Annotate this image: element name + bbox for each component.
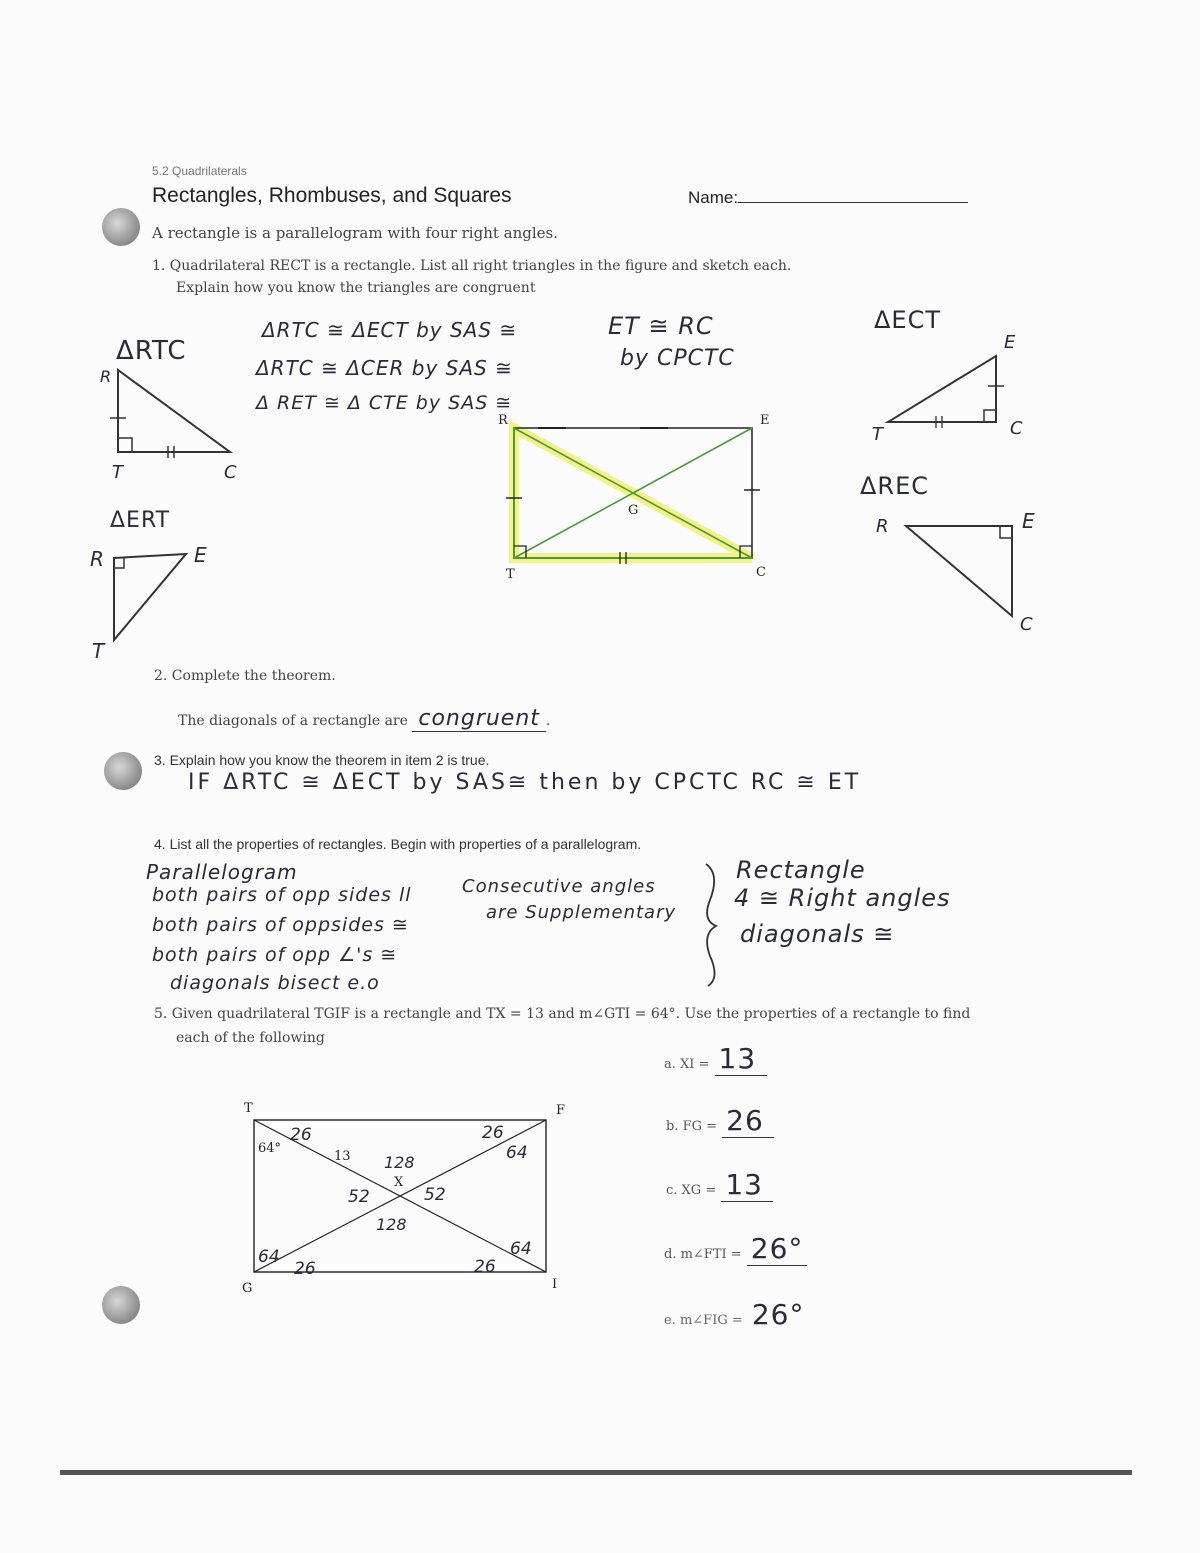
q5-item-b: [666, 1104, 774, 1138]
tgif-h-64-bl: 64: [258, 1247, 280, 1267]
tri-rtc-c: C: [224, 462, 237, 483]
triangle-rtc-path: [118, 370, 230, 452]
tgif-h-26-tr: 26: [482, 1123, 504, 1143]
rectangle-tgif-figure: [230, 1096, 570, 1296]
q1-et-rc: ET ≅ RC: [608, 312, 714, 340]
tgif-h-26-br: 26: [474, 1257, 496, 1277]
q1-answer-2: ΔRTC ≅ ΔCER by SAS ≅: [256, 356, 513, 380]
q2-answer: congruent: [412, 706, 546, 732]
rect-label-c: C: [756, 565, 766, 580]
q4-para-4: diagonals bisect e.o: [170, 972, 380, 994]
tgif-label-f: F: [556, 1103, 566, 1118]
tgif-label-t: T: [244, 1101, 253, 1116]
tri-ect-label: ΔECT: [874, 306, 941, 334]
punch-hole-bottom: [102, 1286, 140, 1324]
tgif-h-128-bottom: 128: [376, 1215, 407, 1234]
q2-stem: [178, 706, 550, 732]
q2-stem-text: The diagonals of a rectangle are: [178, 713, 408, 729]
q4-consec-1: Consecutive angles: [462, 876, 656, 897]
q4-para-1: both pairs of opp sides ll: [152, 884, 412, 906]
tgif-h-26-bl: 26: [294, 1259, 316, 1279]
q5-item-d-answer: 26°: [747, 1232, 808, 1266]
q5-item-b-label: b. FG =: [666, 1119, 718, 1134]
tri-ert-e: E: [194, 543, 207, 567]
q2-prompt: 2. Complete the theorem.: [154, 668, 336, 684]
tri-ect-e: E: [1004, 332, 1016, 353]
triangle-rtc-right-angle: [118, 438, 132, 452]
rect-label-g: G: [628, 503, 639, 518]
q5-item-a-label: a. XI =: [664, 1057, 710, 1072]
triangle-ert-path: [114, 554, 186, 640]
tgif-label-g: G: [242, 1281, 253, 1296]
tgif-seg-13: 13: [334, 1149, 351, 1164]
triangle-ert-sketch: [88, 540, 218, 663]
q4-rectangle-head: Rectangle: [736, 856, 866, 884]
q4-rect-1: 4 ≅ Right angles: [734, 884, 951, 912]
tri-rec-r: R: [876, 516, 889, 537]
tgif-h-64-br: 64: [510, 1239, 532, 1259]
triangle-rec-path: [906, 526, 1012, 616]
q5-prompt-line1: 5. Given quadrilateral TGIF is a rectangle and TX = 13 and m∠GTI = 64°. Use the properties of a rectangle to find: [154, 1006, 971, 1022]
triangle-ert-right-angle: [114, 558, 124, 568]
tri-rtc-label: ΔRTC: [116, 336, 187, 366]
triangle-rtc-sketch: [100, 360, 240, 483]
q5-item-e-label: e. m∠FIG =: [664, 1313, 743, 1328]
triangle-ect-sketch: [862, 330, 1032, 445]
triangle-ect-path: [888, 356, 996, 422]
tri-rtc-t: T: [112, 462, 123, 483]
q5-item-e: [664, 1298, 808, 1331]
rect-label-t: T: [506, 567, 515, 582]
q4-consec-2: are Supplementary: [486, 902, 677, 923]
rect-label-e: E: [760, 413, 770, 428]
q4-rect-2: diagonals ≅: [740, 920, 895, 948]
tgif-label-i: I: [552, 1277, 558, 1292]
tri-ect-t: T: [872, 424, 883, 445]
q4-brace: [698, 860, 728, 990]
triangle-ect-right-angle: [984, 410, 996, 422]
tri-rec-label: ΔREC: [860, 472, 930, 500]
q5-item-e-answer: 26°: [751, 1298, 805, 1331]
triangle-rec-sketch: [872, 506, 1052, 636]
rect-label-r: R: [498, 413, 508, 428]
tri-rec-e: E: [1022, 509, 1035, 533]
q1-answer-3: Δ RET ≅ Δ CTE by SAS ≅: [256, 392, 513, 414]
q4-brace-path: [706, 864, 716, 986]
q4-parallelogram-head: Parallelogram: [146, 860, 298, 884]
q5-prompt-line2: each of the following: [176, 1030, 325, 1046]
tgif-h-52-left: 52: [348, 1187, 370, 1207]
tri-ert-label: ΔERT: [110, 508, 171, 533]
intro-text: A rectangle is a parallelogram with four right angles.: [152, 224, 559, 242]
tri-ect-c: C: [1010, 418, 1023, 439]
tri-rtc-r: R: [100, 367, 112, 386]
q1-cpctc: by CPCTC: [620, 346, 735, 371]
tri-rec-c: C: [1020, 614, 1033, 635]
q5-item-c-answer: 13: [721, 1168, 773, 1202]
tgif-angle-64: 64°: [258, 1141, 282, 1156]
page-bottom-rule: [60, 1470, 1132, 1475]
q5-item-d-label: d. m∠FTI =: [664, 1247, 742, 1262]
q4-para-2: both pairs of oppsides ≅: [152, 914, 409, 936]
tgif-h-64-tr: 64: [506, 1143, 528, 1163]
tgif-h-128-top: 128: [384, 1153, 415, 1172]
q4-para-3: both pairs of opp ∠'s ≅: [152, 944, 398, 966]
punch-hole-middle: [104, 752, 142, 790]
rectangle-rect-figure: [490, 410, 780, 600]
punch-hole-top: [102, 208, 140, 246]
q5-item-a-answer: 13: [715, 1042, 767, 1076]
q3-prompt: 3. Explain how you know the theorem in item 2 is true.: [154, 752, 490, 768]
q5-item-d: [664, 1232, 807, 1266]
name-label-text: Name:: [688, 188, 739, 207]
triangle-rec-right-angle: [1000, 526, 1012, 538]
q5-item-c: [666, 1168, 773, 1202]
name-label: [688, 188, 968, 208]
q4-prompt: 4. List all the properties of rectangles. Begin with properties of a parallelogram.: [154, 836, 642, 852]
q1-prompt-line1: 1. Quadrilateral RECT is a rectangle. List all right triangles in the figure and sketch each.: [152, 258, 792, 274]
tri-ert-t: T: [92, 639, 105, 663]
tgif-h-52-right: 52: [424, 1185, 446, 1205]
tgif-h-26-tl: 26: [290, 1125, 312, 1145]
section-label: 5.2 Quadrilaterals: [152, 164, 247, 178]
tri-ert-r: R: [90, 547, 104, 571]
q5-item-a: [664, 1042, 767, 1076]
q5-item-c-label: c. XG =: [666, 1183, 717, 1198]
q1-prompt-line2: Explain how you know the triangles are congruent: [176, 280, 536, 296]
name-field[interactable]: [738, 188, 968, 203]
q2-end: .: [545, 713, 551, 729]
tgif-label-x: X: [394, 1175, 404, 1190]
q3-answer: IF ΔRTC ≅ ΔECT by SAS≅ then by CPCTC RC ≅ ET: [188, 770, 862, 795]
q5-item-b-answer: 26: [722, 1104, 774, 1138]
page-title: Rectangles, Rhombuses, and Squares: [152, 184, 512, 207]
q1-answer-1: ΔRTC ≅ ΔECT by SAS ≅: [262, 318, 518, 342]
